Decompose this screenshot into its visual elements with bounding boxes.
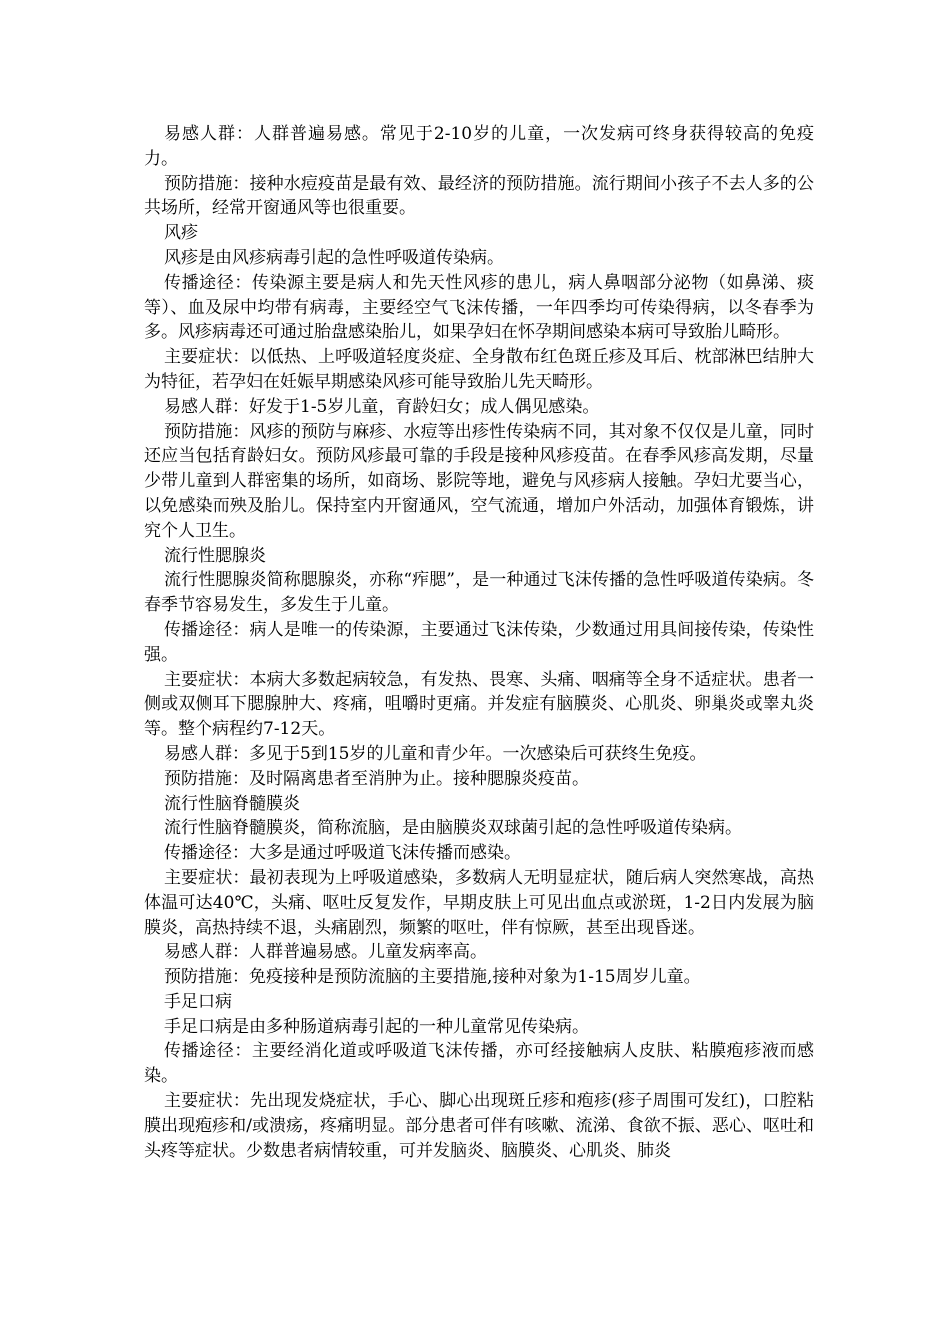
paragraph: 预防措施：风疹的预防与麻疹、水痘等出疹性传染病不同，其对象不仅仅是儿童，同时还应当包括育龄妇女。预防风疹最可靠的手段是接种风疹疫苗。在春季风疹高发期，尽量少带儿童到人群密集的场所，如商场、影院等地，避免与风疹病人接触。孕妇尤要当心，以免感染而殃及胎儿。保持室内开窗通风，空气流通，增加户外活动，加强体育锻炼，讲究个人卫生。: [144, 421, 814, 541]
paragraph: 手足口病是由多种肠道病毒引起的一种儿童常见传染病。: [164, 1016, 589, 1037]
document-body: [144, 122, 814, 1163]
paragraph: 主要症状：最初表现为上呼吸道感染，多数病人无明显症状，随后病人突然寒战，高热体温可达40℃，头痛、呕吐反复发作，早期皮肤上可见出血点或淤斑，1-2日内发展为脑膜炎，高热持续不退，头痛剧烈，频繁的呕吐，伴有惊厥，甚至出现昏迷。: [144, 867, 814, 938]
paragraph: 主要症状：以低热、上呼吸道轻度炎症、全身散布红色斑丘疹及耳后、枕部淋巴结肿大为特征，若孕妇在妊娠早期感染风疹可能导致胎儿先天畸形。: [144, 347, 814, 392]
paragraph: 传播途径：主要经消化道或呼吸道飞沫传播，亦可经接触病人皮肤、粘膜疱疹液而感染。: [144, 1041, 814, 1087]
paragraph: 主要症状：先出现发烧症状，手心、脚心出现斑丘疹和疱疹(疹子周围可发红)，口腔粘膜出现疱疹和/或溃疡，疼痛明显。部分患者可伴有咳嗽、流涕、食欲不振、恶心、呕吐和头疼等症状。少数患者病情较重，可并发脑炎、脑膜炎、心肌炎、肺炎: [144, 1091, 814, 1161]
section-heading: 流行性腮腺炎: [164, 545, 266, 566]
paragraph: 流行性腮腺炎简称腮腺炎，亦称“痄腮”，是一种通过飞沫传播的急性呼吸道传染病。冬春季节容易发生，多发生于儿童。: [144, 570, 814, 616]
section-heading: 手足口病: [164, 991, 232, 1012]
section-heading: 风疹: [164, 223, 198, 244]
paragraph: 易感人群：人群普遍易感。常见于2-10岁的儿童，一次发病可终身获得较高的免疫力。: [144, 124, 814, 169]
paragraph: 传播途径：传染源主要是病人和先天性风疹的患儿，病人鼻咽部分泌物（如鼻涕、痰等）、血及尿中均带有病毒，主要经空气飞沫传播，一年四季均可传染得病，以冬春季为多。风疹病毒还可通过胎盘感染胎儿，如果孕妇在怀孕期间感染本病可导致胎儿畸形。: [144, 272, 814, 343]
paragraph: 预防措施：及时隔离患者至消肿为止。接种腮腺炎疫苗。: [164, 768, 589, 789]
paragraph: 易感人群：好发于1-5岁儿童，育龄妇女；成人偶见感染。: [164, 396, 600, 417]
paragraph: 易感人群：多见于5到15岁的儿童和青少年。一次感染后可获终生免疫。: [164, 743, 707, 764]
paragraph: 易感人群：人群普遍易感。儿童发病率高。: [164, 942, 487, 963]
paragraph: 传播途径：病人是唯一的传染源，主要通过飞沫传染，少数通过用具间接传染，传染性强。: [144, 619, 814, 665]
paragraph: 风疹是由风疹病毒引起的急性呼吸道传染病。: [164, 247, 504, 268]
paragraph: 预防措施：免疫接种是预防流脑的主要措施,接种对象为1-15周岁儿童。: [164, 967, 701, 988]
paragraph: 预防措施：接种水痘疫苗是最有效、最经济的预防措施。流行期间小孩子不去人多的公共场所，经常开窗通风等也很重要。: [144, 173, 814, 219]
paragraph: 传播途径：大多是通过呼吸道飞沫传播而感染。: [164, 843, 521, 864]
paragraph: 主要症状：本病大多数起病较急，有发热、畏寒、头痛、咽痛等全身不适症状。患者一侧或双侧耳下腮腺肿大、疼痛，咀嚼时更痛。并发症有脑膜炎、心肌炎、卵巢炎或睾丸炎等。整个病程约7-12天。: [144, 669, 814, 740]
paragraph: 流行性脑脊髓膜炎，简称流脑，是由脑膜炎双球菌引起的急性呼吸道传染病。: [164, 818, 742, 839]
section-heading: 流行性脑脊髓膜炎: [164, 793, 300, 814]
